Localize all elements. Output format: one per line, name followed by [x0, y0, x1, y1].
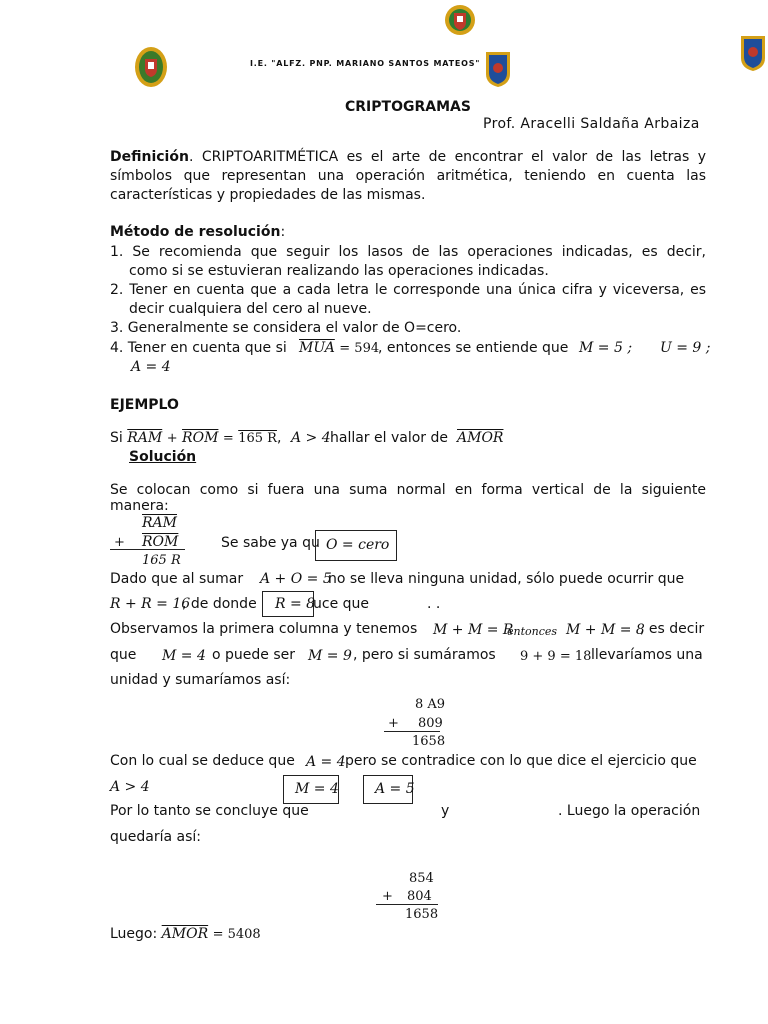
document-title: CRIPTOGRAMAS — [345, 99, 471, 115]
line-dado-post: no se lleva ninguna unidad, sólo puede ocurrir que — [328, 571, 685, 587]
sum2-mid: 804 — [407, 889, 432, 904]
school-name: I.E. "ALFZ. PNP. MARIANO SANTOS MATEOS" — [250, 59, 481, 68]
line-therefore-pre: Por lo tanto se concluye que — [110, 803, 309, 819]
line-rr-dots: . . — [427, 596, 441, 612]
line-conclude-post: pero se contradice con lo que dice el ejercicio que — [345, 753, 697, 769]
line-conclude-pre: Con lo cual se deduce que — [110, 753, 295, 769]
definition-line-2: símbolos que representan una operación aritmética, teniendo en cuenta las — [110, 168, 706, 184]
method-colon: : — [280, 224, 286, 240]
box-r-8-text: R = 8 — [275, 596, 316, 612]
line-rr-post: uce que — [313, 596, 370, 612]
work-line-1: Se colocan como si fuera una suma normal en forma vertical de la siguiente — [110, 482, 706, 498]
definition-text: . CRIPTOARITMÉTICA es el arte de encontrar el valor de las letras y — [188, 149, 706, 165]
final-amor: AMOR — [161, 926, 209, 942]
line-therefore-post: . Luego la operación — [558, 803, 701, 819]
police-crest-top — [444, 0, 476, 40]
example-165r: 165 R — [238, 431, 277, 446]
example-find: hallar el valor de — [330, 430, 448, 446]
mua-value: = 594 — [339, 341, 380, 356]
line-que: que — [110, 647, 137, 663]
method-item-4-m: M = 5 ; — [579, 340, 633, 356]
example-rom: $\overline{ROM}$ — [182, 430, 219, 446]
example-eq: = — [222, 431, 234, 446]
line-obs-expr2: M + M = 8 — [566, 622, 645, 638]
police-crest-left — [134, 46, 168, 88]
definition-line-1 — [110, 148, 706, 167]
final-line — [110, 925, 261, 944]
line-dado-expr: A + O = 5 — [260, 571, 332, 587]
vertical-plus: + — [114, 535, 125, 550]
method-item-2a: 2. Tener en cuenta que a cada letra le corresponde una única cifra y viceversa, es — [110, 282, 706, 298]
line-a-gt-4: A > 4 — [110, 779, 150, 795]
box-a-5 — [363, 775, 413, 804]
box-r-8 — [262, 591, 314, 617]
police-badge-right — [738, 32, 768, 74]
method-item-1b: como si se estuvieran realizando las operaciones indicadas. — [129, 263, 549, 279]
example-plus: + — [166, 431, 178, 446]
line-que-post: llevaríamos una — [591, 647, 703, 663]
method-item-4-a: A = 4 — [131, 359, 171, 375]
final-value: = 5408 — [212, 927, 261, 942]
box-m-4-text: M = 4 — [295, 781, 339, 797]
line-rr-mid: , de donde — [182, 596, 257, 612]
final-label: Luego: — [110, 926, 158, 942]
sum1-result: 1658 — [412, 734, 446, 749]
line-dado-pre: Dado que al sumar — [110, 571, 244, 587]
work-line-2: manera: — [110, 498, 169, 514]
example-heading: EJEMPLO — [110, 397, 179, 413]
line-obs-entonces: entonces — [507, 625, 558, 638]
definition-line-3: características y propiedades de las mismas. — [110, 187, 426, 203]
vertical-ram: $\overline{RAM}$ — [142, 515, 177, 531]
box-m-4 — [283, 775, 339, 804]
line-que-mid: o puede ser — [212, 647, 296, 663]
known-text: Se sabe ya qu — [221, 535, 320, 551]
sum2-result: 1658 — [405, 907, 439, 922]
line-obs-pre: Observamos la primera columna y tenemos — [110, 621, 418, 637]
method-item-1a: 1. Se recomienda que seguir los lasos de las operaciones indicadas, es decir, — [110, 244, 706, 260]
method-heading — [110, 223, 285, 242]
example-condition: A > 4 — [291, 430, 331, 446]
sum1-plus: + — [388, 716, 399, 731]
line-obs-expr1: M + M = R — [433, 622, 514, 638]
vertical-rom: $\overline{ROM}$ — [142, 534, 179, 550]
mua-overline: $\overline{MUA}$ — [299, 340, 335, 356]
method-item-2b: decir cualquiera del cero al nueve. — [129, 301, 372, 317]
line-que-m4: M = 4 — [162, 648, 206, 664]
example-ram: $\overline{RAM}$ — [127, 430, 163, 446]
line-rr-expr: R + R = 16 — [110, 596, 191, 612]
sum1-mid: 809 — [418, 716, 443, 731]
line-conclude-expr: A = 4 — [306, 754, 346, 770]
example-si: Si — [110, 430, 123, 446]
solution-heading: Solución — [129, 449, 197, 465]
line-unidad: unidad y sumaríamos así: — [110, 672, 291, 688]
example-amor: AMOR — [457, 430, 504, 446]
method-item-4-u: U = 9 ; — [660, 340, 711, 356]
box-o-cero-text: O = cero — [326, 537, 390, 553]
method-item-4-lead: 4. Tener en cuenta que si — [110, 340, 287, 356]
line-therefore-y: y — [441, 803, 450, 819]
vertical-result: 165 R — [142, 553, 181, 568]
sum1-top: 8 A9 — [415, 697, 446, 712]
box-a-5-text: A = 5 — [375, 781, 415, 797]
author-name: Prof. Aracelli Saldaña Arbaiza — [483, 116, 700, 132]
method-item-4-mua — [299, 339, 379, 358]
line-que-pero: , pero si sumáramos — [353, 647, 496, 663]
method-label: Método de resolución — [110, 224, 281, 240]
method-item-3: 3. Generalmente se considera el valor de O=cero. — [110, 320, 462, 336]
line-obs-post: , es decir — [640, 621, 705, 637]
example-statement — [110, 429, 281, 448]
sum2-top: 854 — [409, 871, 434, 886]
line-que-m9: M = 9 — [308, 648, 352, 664]
line-quedaria: quedaría así: — [110, 829, 201, 845]
box-o-cero — [315, 530, 397, 561]
sum2-plus: + — [382, 889, 393, 904]
line-que-expr: 9 + 9 = 18 — [520, 649, 592, 664]
example-comma: , — [276, 430, 282, 446]
police-badge-center — [483, 48, 513, 88]
vertical-sum-rule — [110, 549, 185, 550]
method-item-4-mid: , entonces se entiende que — [378, 340, 569, 356]
definition-label: Definición — [110, 149, 189, 165]
